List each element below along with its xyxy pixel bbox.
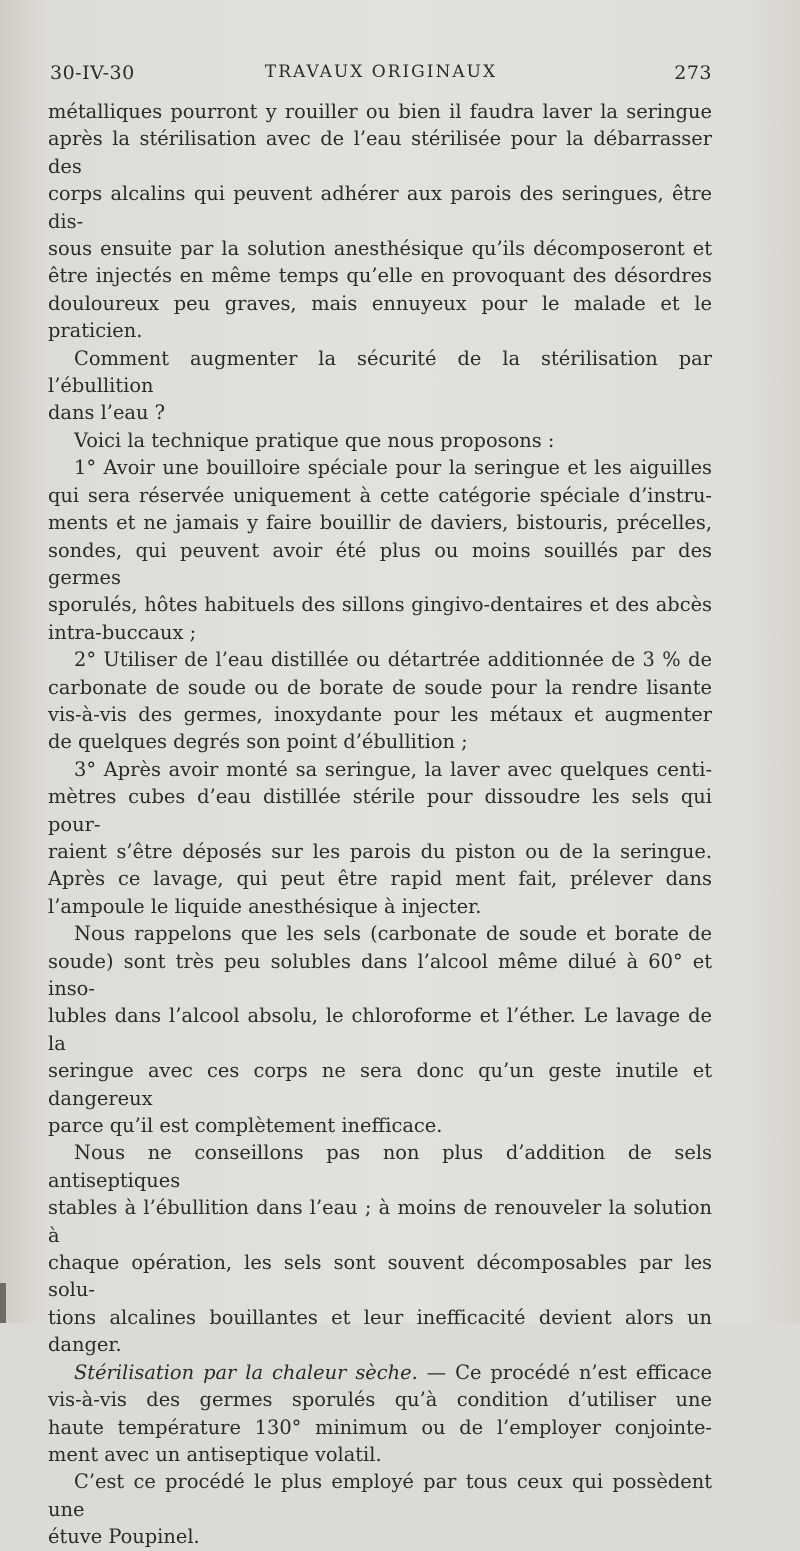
text-line: Après ce lavage, qui peut être rapid ment fait, prélever dans	[48, 867, 712, 891]
text-line: Voici la technique pratique que nous proposons :	[74, 428, 555, 452]
paragraph	[48, 98, 712, 345]
text-line: de quelques degrés son point d’ébullition ;	[48, 730, 468, 754]
text-line: douloureux peu graves, mais ennuyeux pour le malade et le praticien.	[48, 291, 712, 343]
text-line: ments et ne jamais y faire bouillir de daviers, bistouris, précelles,	[48, 511, 712, 535]
paragraph	[48, 1468, 712, 1550]
text-line: lubles dans l’alcool absolu, le chloroforme et l’éther. Le lavage de la	[48, 1004, 712, 1055]
paragraph	[48, 1359, 712, 1469]
paragraph	[48, 646, 712, 756]
text-line: raient s’être déposés sur les parois du piston ou de la seringue.	[48, 839, 712, 863]
text-line: seringue avec ces corps ne sera donc qu’un geste inutile et dangereux	[48, 1059, 712, 1110]
running-header	[50, 62, 712, 88]
text-line: 3° Après avoir monté sa seringue, la laver avec quelques centi-	[74, 757, 712, 781]
page-edge-shadow	[0, 1283, 6, 1323]
text-line: 2° Utiliser de l’eau distillée ou détartrée additionnée de 3 % de	[74, 648, 712, 672]
body-text	[48, 98, 712, 1551]
text-line: qui sera réservée uniquement à cette catégorie spéciale d’instru-	[48, 483, 712, 507]
text-line: après la stérilisation avec de l’eau stérilisée pour la débarrasser des	[48, 127, 712, 178]
text-line: sporulés, hôtes habituels des sillons gingivo-dentaires et des abcès	[48, 593, 712, 617]
paragraph	[48, 345, 712, 427]
text-line: soude) sont très peu solubles dans l’alcool même dilué à 60° et inso-	[48, 949, 712, 1000]
text-line: métalliques pourront y rouiller ou bien il faudra laver la seringue	[48, 100, 712, 123]
text-line: corps alcalins qui peuvent adhérer aux parois des seringues, être dis-	[48, 182, 712, 233]
header-running-title: TRAVAUX ORIGINAUX	[264, 62, 498, 82]
text-line: sous ensuite par la solution anesthésique qu’ils décomposeront et	[48, 237, 712, 261]
text-fragment: — Ce procédé n’est efficace	[417, 1360, 712, 1384]
text-line	[48, 1359, 712, 1386]
text-line: carbonate de soude ou de borate de soude pour la rendre lisante	[48, 675, 712, 699]
paragraph	[48, 756, 712, 920]
header-page-number: 273	[674, 62, 712, 84]
text-line: mètres cubes d’eau distillée stérile pour dissoudre les sels qui pour-	[48, 785, 712, 836]
text-line: Nous ne conseillons pas non plus d’addition de sels antiseptiques	[48, 1141, 712, 1192]
paragraph	[48, 1139, 712, 1358]
paragraph	[48, 920, 712, 1139]
paragraph	[48, 454, 712, 646]
text-line: étuve Poupinel.	[48, 1525, 200, 1549]
text-line: chaque opération, les sels sont souvent décomposables par les solu-	[48, 1251, 712, 1302]
text-line: être injectés en même temps qu’elle en provoquant des désordres	[48, 264, 712, 288]
paragraph	[48, 427, 712, 454]
text-line: Nous rappelons que les sels (carbonate de soude et borate de	[74, 922, 712, 946]
text-line: parce qu’il est complètement inefficace.	[48, 1114, 443, 1138]
text-line: dans l’eau ?	[48, 401, 166, 425]
text-line: vis-à-vis des germes sporulés qu’à condition d’utiliser une	[48, 1388, 712, 1412]
text-line: 1° Avoir une bouilloire spéciale pour la seringue et les aiguilles	[74, 456, 712, 480]
text-line: C’est ce procédé le plus employé par tous ceux qui possèdent une	[48, 1470, 712, 1521]
text-line: sondes, qui peuvent avoir été plus ou moins souillés par des germes	[48, 538, 712, 589]
text-line: haute température 130° minimum ou de l’employer conjointe-	[48, 1415, 712, 1439]
text-line: ment avec un antiseptique volatil.	[48, 1442, 382, 1466]
header-date: 30-IV-30	[50, 62, 135, 84]
text-line: intra-buccaux ;	[48, 620, 197, 644]
text-line: l’ampoule le liquide anesthésique à injecter.	[48, 894, 482, 918]
text-line: tions alcalines bouillantes et leur inefficacité devient alors un danger.	[48, 1305, 712, 1357]
text-line: vis-à-vis des germes, inoxydante pour les métaux et augmenter	[48, 702, 712, 726]
text-line: Comment augmenter la sécurité de la stérilisation par l’ébullition	[48, 346, 712, 398]
text-line: stables à l’ébullition dans l’eau ; à moins de renouveler la solution à	[48, 1196, 712, 1247]
italic-heading: Stérilisation par la chaleur sèche.	[74, 1360, 418, 1384]
